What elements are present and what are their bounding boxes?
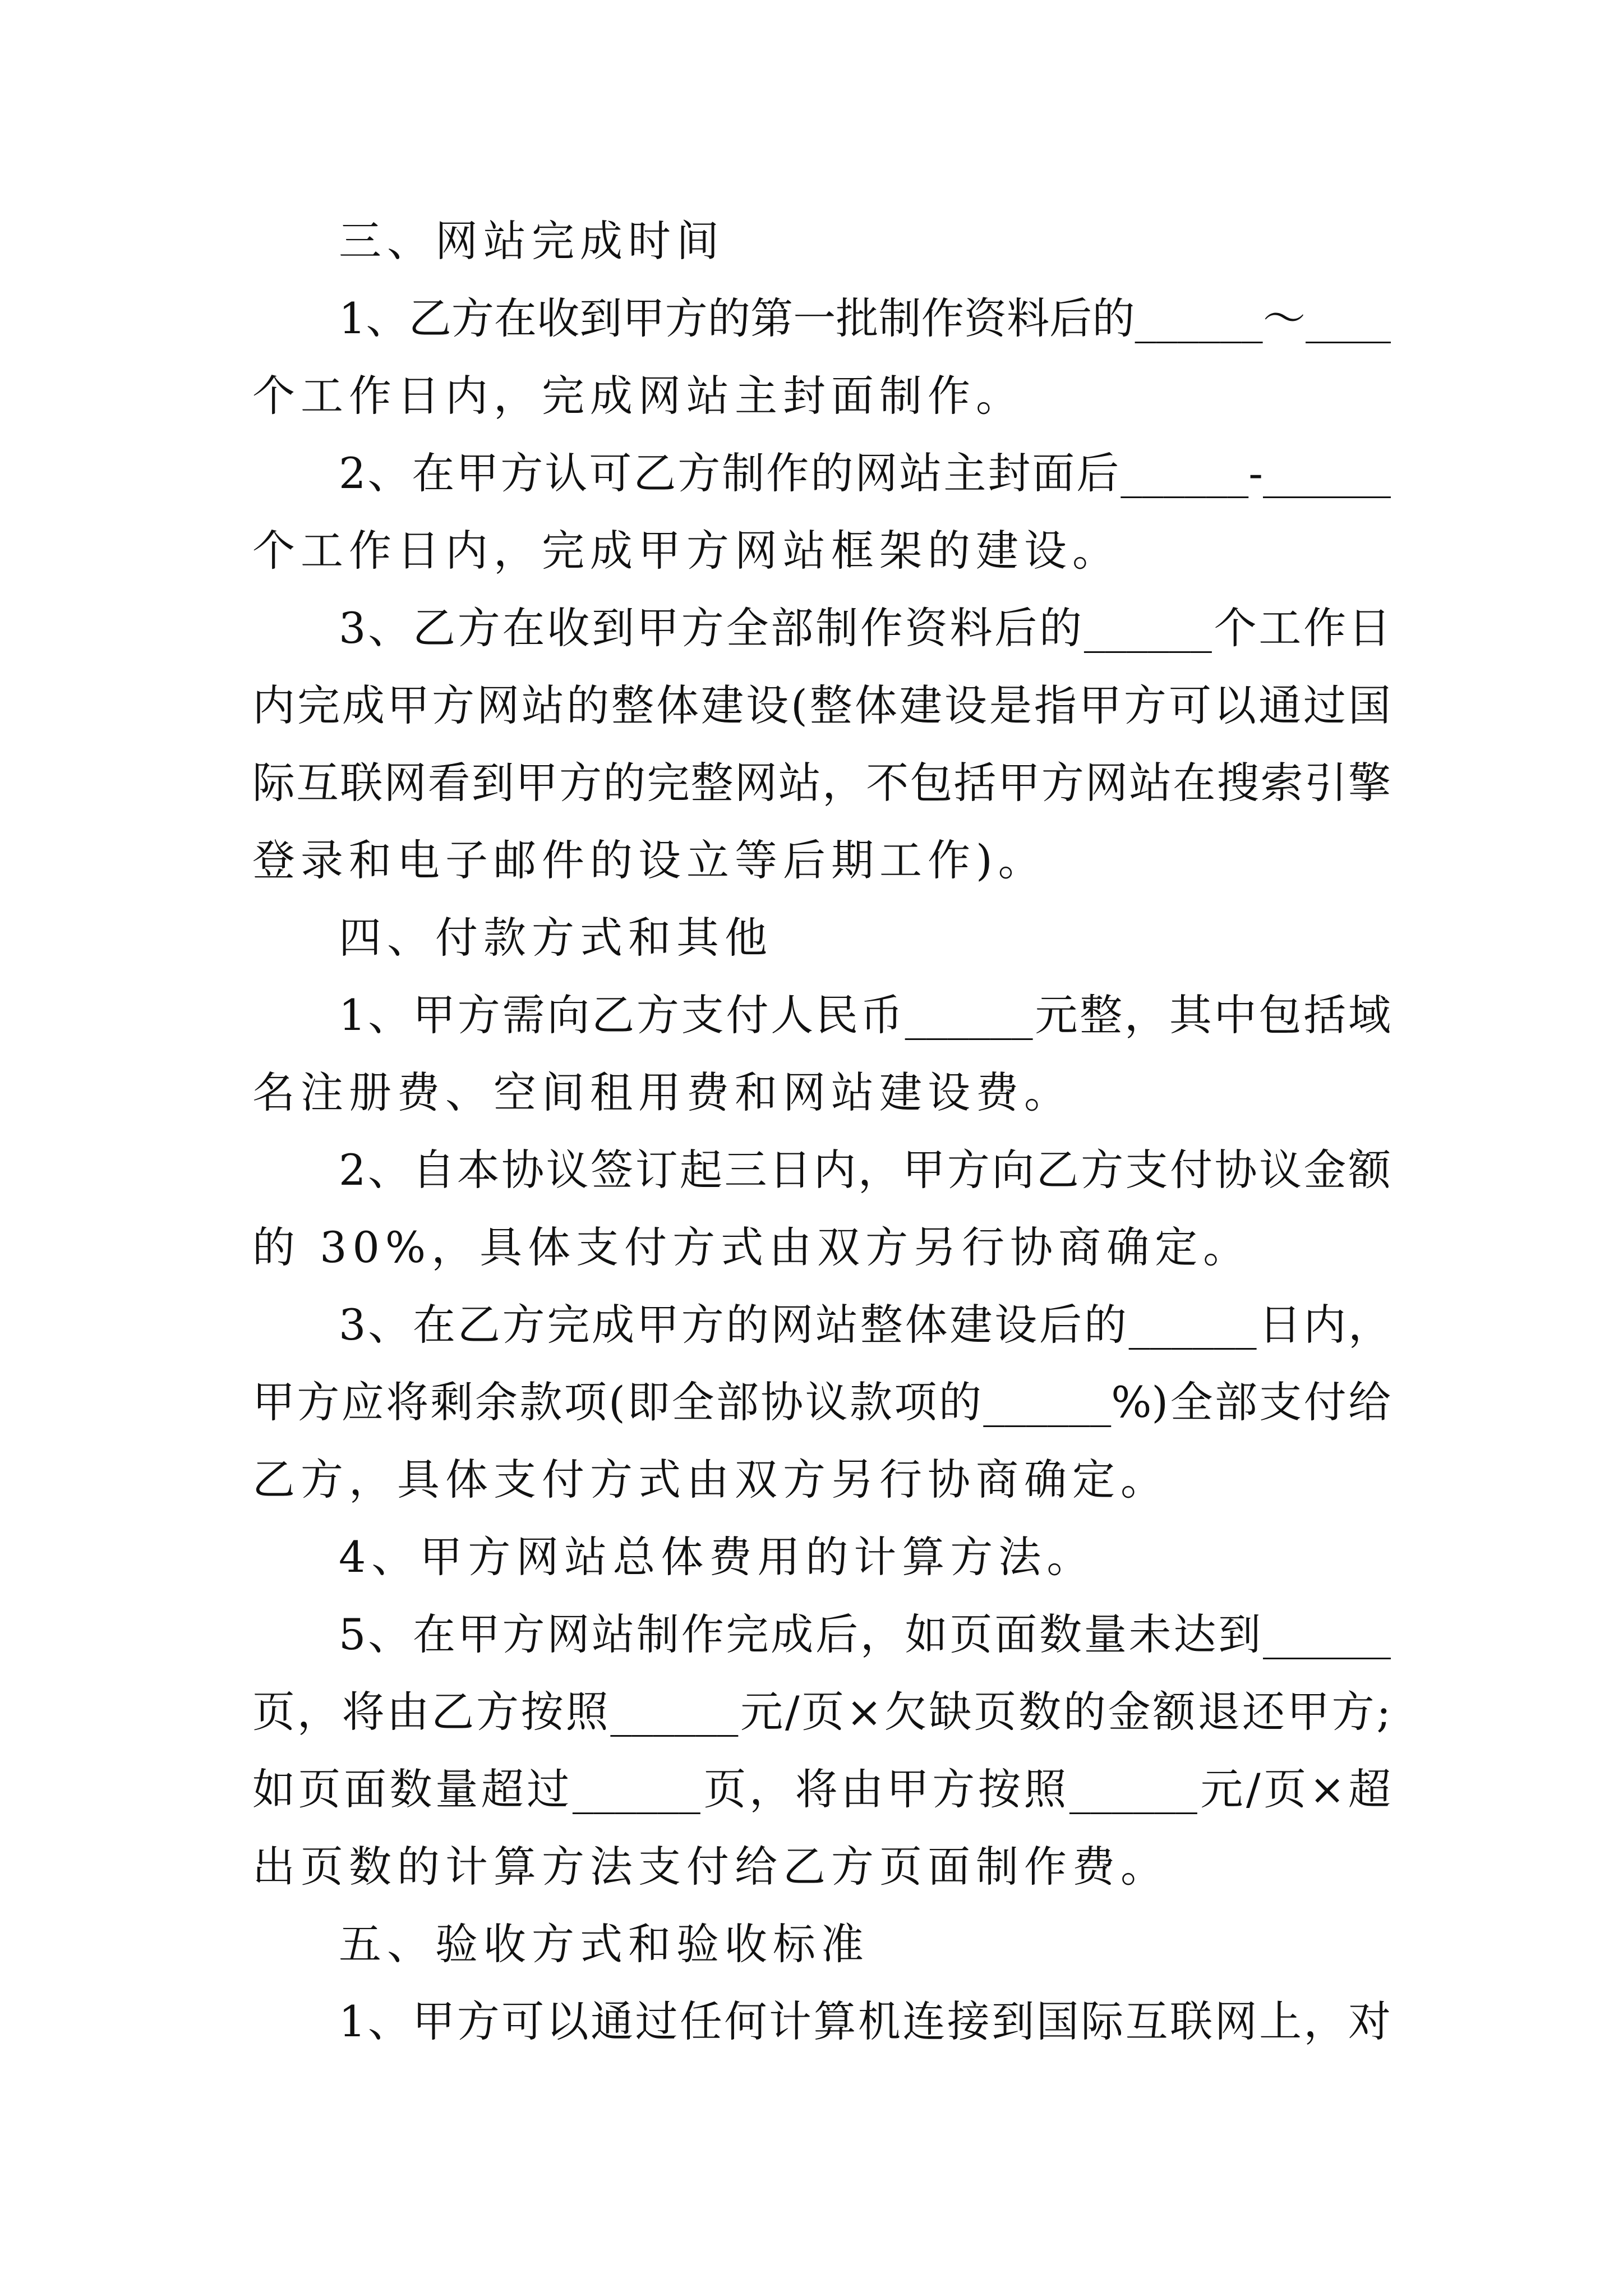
paragraph-line: 如页面数量超过______页，将由甲方按照______元/页×超 <box>252 1764 1391 1814</box>
paragraph-line: 登录和电子邮件的设立等后期工作)。 <box>252 835 1046 885</box>
paragraph-line: 名注册费、空间租用费和网站建设费。 <box>252 1068 1072 1117</box>
paragraph-line: 页，将由乙方按照______元/页×欠缺页数的金额退还甲方; <box>252 1687 1391 1737</box>
paragraph-line: 际互联网看到甲方的完整网站，不包括甲方网站在搜索引擎 <box>252 758 1391 808</box>
paragraph-line: 内完成甲方网站的整体建设(整体建设是指甲方可以通过国 <box>252 680 1391 730</box>
paragraph-line: 4、甲方网站总体费用的计算方法。 <box>339 1532 1095 1582</box>
paragraph-line: 1、甲方需向乙方支付人民币______元整，其中包括域 <box>339 990 1391 1040</box>
paragraph-line: 2、在甲方认可乙方制作的网站主封面后______-______ <box>339 448 1391 498</box>
paragraph-line: 1、乙方在收到甲方的第一批制作资料后的______～____ <box>339 293 1391 343</box>
section-heading-completion-time: 三、网站完成时间 <box>339 216 725 266</box>
paragraph-line: 3、乙方在收到甲方全部制作资料后的______个工作日 <box>339 603 1391 653</box>
paragraph-line: 个工作日内，完成甲方网站框架的建设。 <box>252 526 1121 576</box>
section-heading-acceptance: 五、验收方式和验收标准 <box>339 1919 869 1969</box>
section-heading-payment: 四、付款方式和其他 <box>339 913 773 963</box>
paragraph-line: 甲方应将剩余款项(即全部协议款项的______%)全部支付给 <box>252 1377 1391 1427</box>
paragraph-line: 乙方，具体支付方式由双方另行协商确定。 <box>252 1455 1169 1504</box>
paragraph-line: 出页数的计算方法支付给乙方页面制作费。 <box>252 1842 1169 1892</box>
paragraph-line: 5、在甲方网站制作完成后，如页面数量未达到______ <box>339 1609 1391 1659</box>
paragraph-line: 3、在乙方完成甲方的网站整体建设后的______日内， <box>339 1300 1391 1350</box>
paragraph-line: 2、自本协议签订起三日内，甲方向乙方支付协议金额 <box>339 1145 1391 1195</box>
paragraph-line: 个工作日内，完成网站主封面制作。 <box>252 371 1024 421</box>
paragraph-line: 的 30%，具体支付方式由双方另行协商确定。 <box>252 1222 1252 1272</box>
paragraph-line: 1、甲方可以通过任何计算机连接到国际互联网上，对 <box>339 1996 1391 2046</box>
